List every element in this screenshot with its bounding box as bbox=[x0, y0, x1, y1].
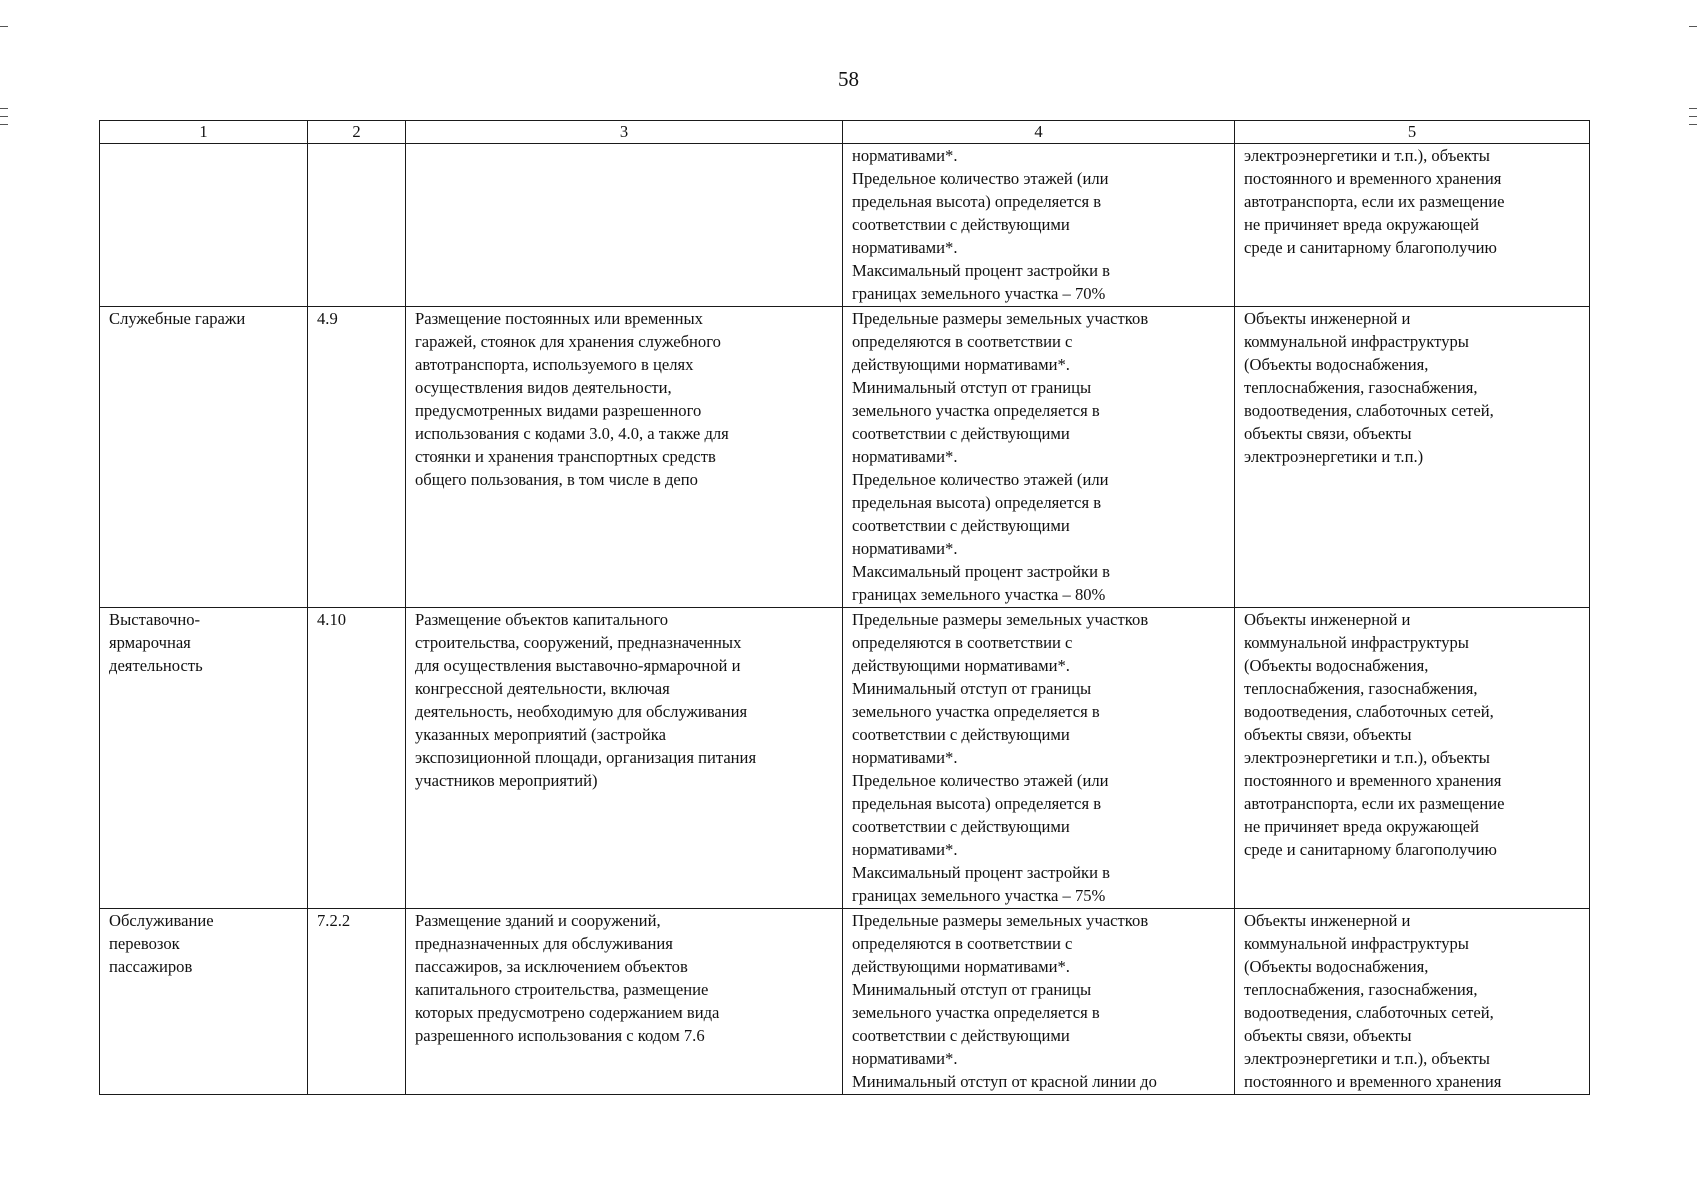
use-code-cell bbox=[308, 608, 406, 909]
use-code-cell bbox=[308, 909, 406, 1095]
use-description-cell bbox=[406, 909, 843, 1095]
cell-text-line: земельного участка определяется в bbox=[852, 702, 1100, 721]
cell-text-line: стоянки и хранения транспортных средств bbox=[415, 447, 716, 466]
cell-text-line: нормативами*. bbox=[852, 146, 958, 165]
cell-text-line: автотранспорта, если их размещение bbox=[1244, 794, 1505, 813]
cell-text-line: предусмотренных видами разрешенного bbox=[415, 401, 702, 420]
use-description-cell bbox=[406, 144, 843, 307]
cell-text-line: Обслуживание bbox=[109, 911, 214, 930]
cell-text-line: нормативами*. bbox=[852, 447, 958, 466]
cell-text-line: Предельные размеры земельных участков bbox=[852, 911, 1149, 930]
cell-text-line: 7.2.2 bbox=[317, 911, 351, 930]
cell-text-line: постоянного и временного хранения bbox=[1244, 169, 1502, 188]
cell-text-line: коммунальной инфраструктуры bbox=[1244, 332, 1469, 351]
cell-text-line: Предельное количество этажей (или bbox=[852, 169, 1109, 188]
cell-text-line: Предельные размеры земельных участков bbox=[852, 610, 1149, 629]
cell-text-line: границах земельного участка – 80% bbox=[852, 585, 1106, 604]
cell-text-line: нормативами*. bbox=[852, 748, 958, 767]
cell-text-line: объекты связи, объекты bbox=[1244, 424, 1412, 443]
cell-text-line: определяются в соответствии с bbox=[852, 633, 1073, 652]
auxiliary-objects-cell bbox=[1235, 144, 1590, 307]
cell-text-line: электроэнергетики и т.п.), объекты bbox=[1244, 146, 1490, 165]
cell-text-line: Размещение постоянных или временных bbox=[415, 309, 703, 328]
scan-edge-mark bbox=[1689, 124, 1697, 125]
parameters-cell bbox=[843, 608, 1235, 909]
table-row bbox=[100, 144, 1590, 307]
cell-text-line: для осуществления выставочно-ярмарочной и bbox=[415, 656, 741, 675]
use-name-cell bbox=[100, 307, 308, 608]
cell-text-line: Максимальный процент застройки в bbox=[852, 261, 1110, 280]
cell-text-line: не причиняет вреда окружающей bbox=[1244, 817, 1479, 836]
use-description-cell bbox=[406, 608, 843, 909]
table-body bbox=[100, 144, 1590, 1095]
cell-text-line: ярмарочная bbox=[109, 633, 191, 652]
scan-edge-mark bbox=[1689, 116, 1697, 117]
table-row bbox=[100, 909, 1590, 1095]
cell-text-line: Предельное количество этажей (или bbox=[852, 771, 1109, 790]
table-row bbox=[100, 608, 1590, 909]
scan-edge-mark bbox=[0, 108, 8, 109]
cell-text-line: нормативами*. bbox=[852, 1049, 958, 1068]
cell-text-line: пассажиров bbox=[109, 957, 193, 976]
table-header bbox=[100, 121, 1590, 144]
cell-text-line: границах земельного участка – 70% bbox=[852, 284, 1106, 303]
cell-text-line: Объекты инженерной и bbox=[1244, 610, 1411, 629]
cell-text-line: Объекты инженерной и bbox=[1244, 911, 1411, 930]
cell-text-line: соответствии с действующими bbox=[852, 725, 1070, 744]
cell-text-line: нормативами*. bbox=[852, 238, 958, 257]
cell-text-line: которых предусмотрено содержанием вида bbox=[415, 1003, 720, 1022]
cell-text-line: коммунальной инфраструктуры bbox=[1244, 633, 1469, 652]
cell-text-line: Минимальный отступ от границы bbox=[852, 378, 1092, 397]
cell-text-line: земельного участка определяется в bbox=[852, 1003, 1100, 1022]
cell-text-line: деятельность, необходимую для обслуживания bbox=[415, 702, 748, 721]
cell-text-line: объекты связи, объекты bbox=[1244, 1026, 1412, 1045]
cell-text-line: объекты связи, объекты bbox=[1244, 725, 1412, 744]
cell-text-line: нормативами*. bbox=[852, 539, 958, 558]
cell-text-line: постоянного и временного хранения bbox=[1244, 771, 1502, 790]
column-header: 4 bbox=[843, 121, 1235, 144]
cell-text-line: теплоснабжения, газоснабжения, bbox=[1244, 980, 1478, 999]
cell-text-line: коммунальной инфраструктуры bbox=[1244, 934, 1469, 953]
cell-text-line: капитального строительства, размещение bbox=[415, 980, 709, 999]
cell-text-line: соответствии с действующими bbox=[852, 215, 1070, 234]
table-row bbox=[100, 307, 1590, 608]
cell-text-line: (Объекты водоснабжения, bbox=[1244, 355, 1429, 374]
cell-text-line: нормативами*. bbox=[852, 840, 958, 859]
parameters-cell bbox=[843, 144, 1235, 307]
use-description-cell bbox=[406, 307, 843, 608]
cell-text-line: Минимальный отступ от границы bbox=[852, 980, 1092, 999]
cell-text-line: соответствии с действующими bbox=[852, 1026, 1070, 1045]
cell-text-line: Минимальный отступ от границы bbox=[852, 679, 1092, 698]
column-header: 3 bbox=[406, 121, 843, 144]
cell-text-line: экспозиционной площади, организация питания bbox=[415, 748, 757, 767]
cell-text-line: разрешенного использования с кодом 7.6 bbox=[415, 1026, 705, 1045]
auxiliary-objects-cell bbox=[1235, 608, 1590, 909]
cell-text-line: использования с кодами 3.0, 4.0, а также для bbox=[415, 424, 729, 443]
scan-edge-mark bbox=[1689, 26, 1697, 27]
cell-text-line: Предельное количество этажей (или bbox=[852, 470, 1109, 489]
cell-text-line: земельного участка определяется в bbox=[852, 401, 1100, 420]
cell-text-line: среде и санитарному благополучию bbox=[1244, 238, 1497, 257]
parameters-cell bbox=[843, 307, 1235, 608]
land-use-table bbox=[99, 120, 1590, 1095]
cell-text-line: Максимальный процент застройки в bbox=[852, 562, 1110, 581]
cell-text-line: 4.10 bbox=[317, 610, 347, 629]
cell-text-line: Предельные размеры земельных участков bbox=[852, 309, 1149, 328]
cell-text-line: автотранспорта, используемого в целях bbox=[415, 355, 694, 374]
cell-text-line: Максимальный процент застройки в bbox=[852, 863, 1110, 882]
cell-text-line: предназначенных для обслуживания bbox=[415, 934, 673, 953]
use-code-cell bbox=[308, 144, 406, 307]
cell-text-line: общего пользования, в том числе в депо bbox=[415, 470, 698, 489]
cell-text-line: действующими нормативами*. bbox=[852, 656, 1070, 675]
column-header: 1 bbox=[100, 121, 308, 144]
cell-text-line: 4.9 bbox=[317, 309, 338, 328]
parameters-cell bbox=[843, 909, 1235, 1095]
cell-text-line: определяются в соответствии с bbox=[852, 934, 1073, 953]
cell-text-line: границах земельного участка – 75% bbox=[852, 886, 1106, 905]
scan-edge-mark bbox=[0, 124, 8, 125]
cell-text-line: теплоснабжения, газоснабжения, bbox=[1244, 378, 1478, 397]
cell-text-line: Объекты инженерной и bbox=[1244, 309, 1411, 328]
cell-text-line: соответствии с действующими bbox=[852, 424, 1070, 443]
cell-text-line: (Объекты водоснабжения, bbox=[1244, 957, 1429, 976]
auxiliary-objects-cell bbox=[1235, 909, 1590, 1095]
cell-text-line: определяются в соответствии с bbox=[852, 332, 1073, 351]
cell-text-line: водоотведения, слаботочных сетей, bbox=[1244, 1003, 1494, 1022]
cell-text-line: (Объекты водоснабжения, bbox=[1244, 656, 1429, 675]
cell-text-line: конгрессной деятельности, включая bbox=[415, 679, 670, 698]
cell-text-line: действующими нормативами*. bbox=[852, 957, 1070, 976]
cell-text-line: электроэнергетики и т.п.), объекты bbox=[1244, 748, 1490, 767]
cell-text-line: предельная высота) определяется в bbox=[852, 493, 1102, 512]
column-header: 2 bbox=[308, 121, 406, 144]
cell-text-line: действующими нормативами*. bbox=[852, 355, 1070, 374]
cell-text-line: гаражей, стоянок для хранения служебного bbox=[415, 332, 721, 351]
cell-text-line: соответствии с действующими bbox=[852, 516, 1070, 535]
cell-text-line: пассажиров, за исключением объектов bbox=[415, 957, 688, 976]
cell-text-line: Размещение объектов капитального bbox=[415, 610, 669, 629]
use-name-cell bbox=[100, 909, 308, 1095]
scan-edge-mark bbox=[1689, 108, 1697, 109]
cell-text-line: автотранспорта, если их размещение bbox=[1244, 192, 1505, 211]
cell-text-line: Размещение зданий и сооружений, bbox=[415, 911, 661, 930]
cell-text-line: водоотведения, слаботочных сетей, bbox=[1244, 401, 1494, 420]
cell-text-line: осуществления видов деятельности, bbox=[415, 378, 672, 397]
cell-text-line: водоотведения, слаботочных сетей, bbox=[1244, 702, 1494, 721]
use-name-cell bbox=[100, 144, 308, 307]
cell-text-line: строительства, сооружений, предназначенных bbox=[415, 633, 742, 652]
cell-text-line: предельная высота) определяется в bbox=[852, 794, 1102, 813]
cell-text-line: участников мероприятий) bbox=[415, 771, 598, 790]
header-row bbox=[100, 121, 1590, 144]
scan-edge-mark bbox=[0, 26, 8, 27]
cell-text-line: электроэнергетики и т.п.) bbox=[1244, 447, 1424, 466]
cell-text-line: постоянного и временного хранения bbox=[1244, 1072, 1502, 1091]
column-header: 5 bbox=[1235, 121, 1590, 144]
cell-text-line: не причиняет вреда окружающей bbox=[1244, 215, 1479, 234]
cell-text-line: электроэнергетики и т.п.), объекты bbox=[1244, 1049, 1490, 1068]
page-number: 58 bbox=[838, 67, 859, 91]
cell-text-line: деятельность bbox=[109, 656, 203, 675]
cell-text-line: перевозок bbox=[109, 934, 180, 953]
cell-text-line: предельная высота) определяется в bbox=[852, 192, 1102, 211]
cell-text-line: среде и санитарному благополучию bbox=[1244, 840, 1497, 859]
cell-text-line: Служебные гаражи bbox=[109, 309, 246, 328]
scan-edge-mark bbox=[0, 116, 8, 117]
cell-text-line: соответствии с действующими bbox=[852, 817, 1070, 836]
cell-text-line: теплоснабжения, газоснабжения, bbox=[1244, 679, 1478, 698]
use-code-cell bbox=[308, 307, 406, 608]
auxiliary-objects-cell bbox=[1235, 307, 1590, 608]
cell-text-line: Минимальный отступ от красной линии до bbox=[852, 1072, 1157, 1091]
cell-text-line: Выставочно- bbox=[109, 610, 201, 629]
cell-text-line: указанных мероприятий (застройка bbox=[415, 725, 666, 744]
use-name-cell bbox=[100, 608, 308, 909]
